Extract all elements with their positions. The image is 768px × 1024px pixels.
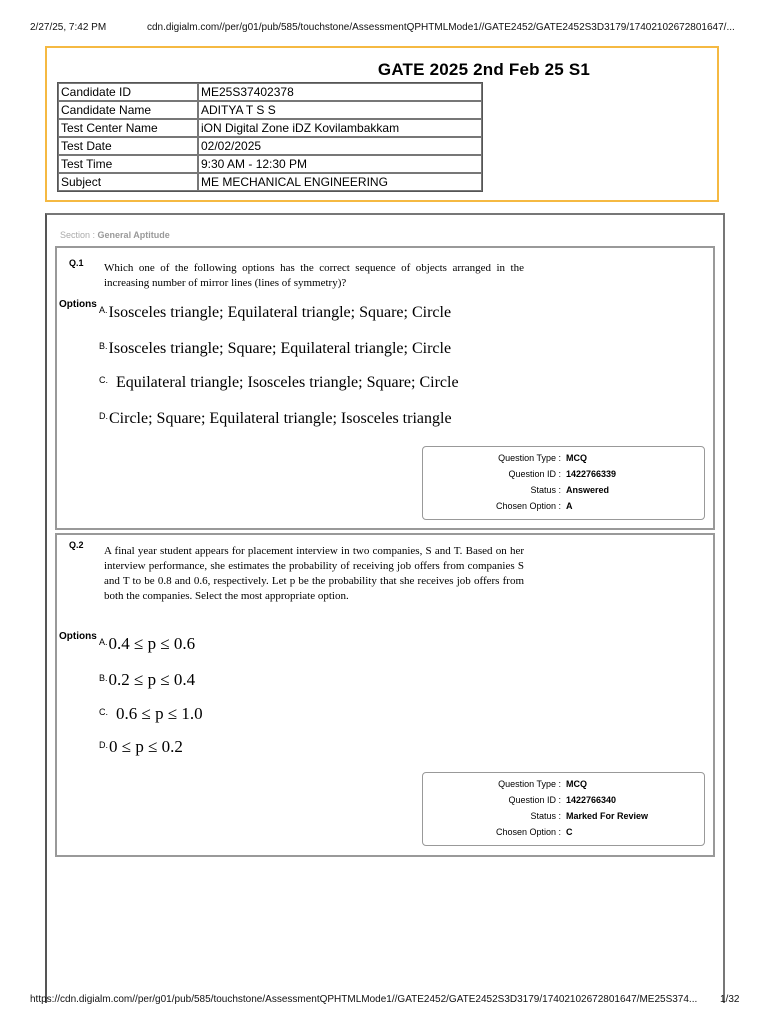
- exam-title: GATE 2025 2nd Feb 25 S1: [377, 60, 591, 79]
- candidate-name: ADITYA T S S: [198, 101, 482, 119]
- table-row: [58, 155, 482, 173]
- question-text: Which one of the following options has the correct sequence of objects arranged in the increasing number of mirror lines (lines of symmetry)?: [104, 262, 524, 289]
- question-number: Q.1: [69, 258, 84, 268]
- page-number: 1/32: [720, 994, 740, 1005]
- option-text: Isosceles triangle; Square; Equilateral triangle; Circle: [108, 340, 452, 357]
- question-meta-box: [422, 446, 705, 520]
- test-time: 9:30 AM - 12:30 PM: [198, 155, 482, 173]
- option-d[interactable]: [99, 410, 452, 428]
- meta-question-id: Question ID : 1422766339: [508, 469, 617, 479]
- print-footer: [0, 990, 768, 1010]
- meta-question-type: Question Type : MCQ: [498, 779, 587, 789]
- option-text: Circle; Square; Equilateral triangle; Isosceles triangle: [109, 410, 452, 427]
- info-label: Test Time: [58, 155, 198, 173]
- meta-status: Status : Marked For Review: [530, 811, 649, 821]
- meta-status: Status : Answered: [530, 485, 610, 495]
- candidate-info-panel: [45, 46, 719, 202]
- test-date: 02/02/2025: [198, 137, 482, 155]
- option-c[interactable]: [99, 374, 459, 392]
- table-row: [58, 119, 482, 137]
- table-row: [58, 101, 482, 119]
- table-row: [58, 137, 482, 155]
- candidate-info-table: [57, 82, 483, 192]
- option-text: 0 ≤ p ≤ 0.2: [109, 737, 183, 756]
- question-card: [55, 533, 715, 857]
- options-label: Options: [59, 631, 97, 642]
- option-b[interactable]: [99, 340, 451, 358]
- option-text: 0.2 ≤ p ≤ 0.4: [108, 670, 196, 689]
- table-row: [58, 83, 482, 101]
- info-label: Subject: [58, 173, 198, 191]
- option-letter: D.: [99, 740, 108, 750]
- options-label: Options: [59, 299, 97, 310]
- question-card: [55, 246, 715, 530]
- print-datetime: 2/27/25, 7:42 PM: [30, 22, 107, 33]
- option-letter: A.: [99, 305, 108, 315]
- print-footer-url[interactable]: https://cdn.digialm.com//per/g01/pub/585/touchstone/AssessmentQPHTMLMode1//GATE2452/GATE2452S3D3179/17402102672801647/ME25S374...: [30, 994, 698, 1005]
- subject: ME MECHANICAL ENGINEERING: [198, 173, 482, 191]
- section-prefix: Section :: [60, 230, 96, 240]
- option-text: 0.4 ≤ p ≤ 0.6: [108, 634, 196, 653]
- section-name: General Aptitude: [97, 230, 170, 240]
- question-text: A final year student appears for placement interview in two companies, S and T. Based on her interview performance, she estimates the probability of receiving job offers from companies S and T to be 0.8 and 0.6, respectively. Let p be the probability that she receives job offers from both the companies. Select the most appropriate option.: [104, 545, 524, 602]
- option-d[interactable]: [99, 737, 183, 757]
- print-header: [0, 0, 768, 40]
- option-letter: D.: [99, 411, 108, 421]
- question-number: Q.2: [69, 540, 84, 550]
- option-a[interactable]: [99, 634, 195, 654]
- option-text: Equilateral triangle; Isosceles triangle; Square; Circle: [116, 374, 459, 391]
- option-letter: C.: [99, 707, 108, 717]
- test-center-name: iON Digital Zone iDZ Kovilambakkam: [198, 119, 482, 137]
- option-text: Isosceles triangle; Equilateral triangle; Square; Circle: [108, 304, 452, 321]
- meta-question-type: Question Type : MCQ: [498, 453, 587, 463]
- option-letter: A.: [99, 637, 108, 647]
- table-row: [58, 173, 482, 191]
- option-text: 0.6 ≤ p ≤ 1.0: [116, 704, 203, 723]
- info-label: Test Center Name: [58, 119, 198, 137]
- option-letter: B.: [99, 673, 108, 683]
- print-url[interactable]: cdn.digialm.com//per/g01/pub/585/touchstone/AssessmentQPHTMLMode1//GATE2452/GATE2452S3D3179/17402102672801647/...: [147, 22, 735, 33]
- option-b[interactable]: [99, 670, 195, 690]
- meta-chosen-option: Chosen Option : A: [495, 501, 573, 511]
- meta-chosen-option: Chosen Option : C: [495, 827, 573, 837]
- meta-question-id: Question ID : 1422766340: [508, 795, 617, 805]
- candidate-id: ME25S37402378: [198, 83, 482, 101]
- section-label: [60, 230, 170, 240]
- info-label: Candidate Name: [58, 101, 198, 119]
- option-letter: B.: [99, 341, 108, 351]
- info-label: Candidate ID: [58, 83, 198, 101]
- question-meta-box: [422, 772, 705, 846]
- option-letter: C.: [99, 375, 108, 385]
- option-c[interactable]: [99, 704, 203, 724]
- info-label: Test Date: [58, 137, 198, 155]
- option-a[interactable]: [99, 304, 451, 322]
